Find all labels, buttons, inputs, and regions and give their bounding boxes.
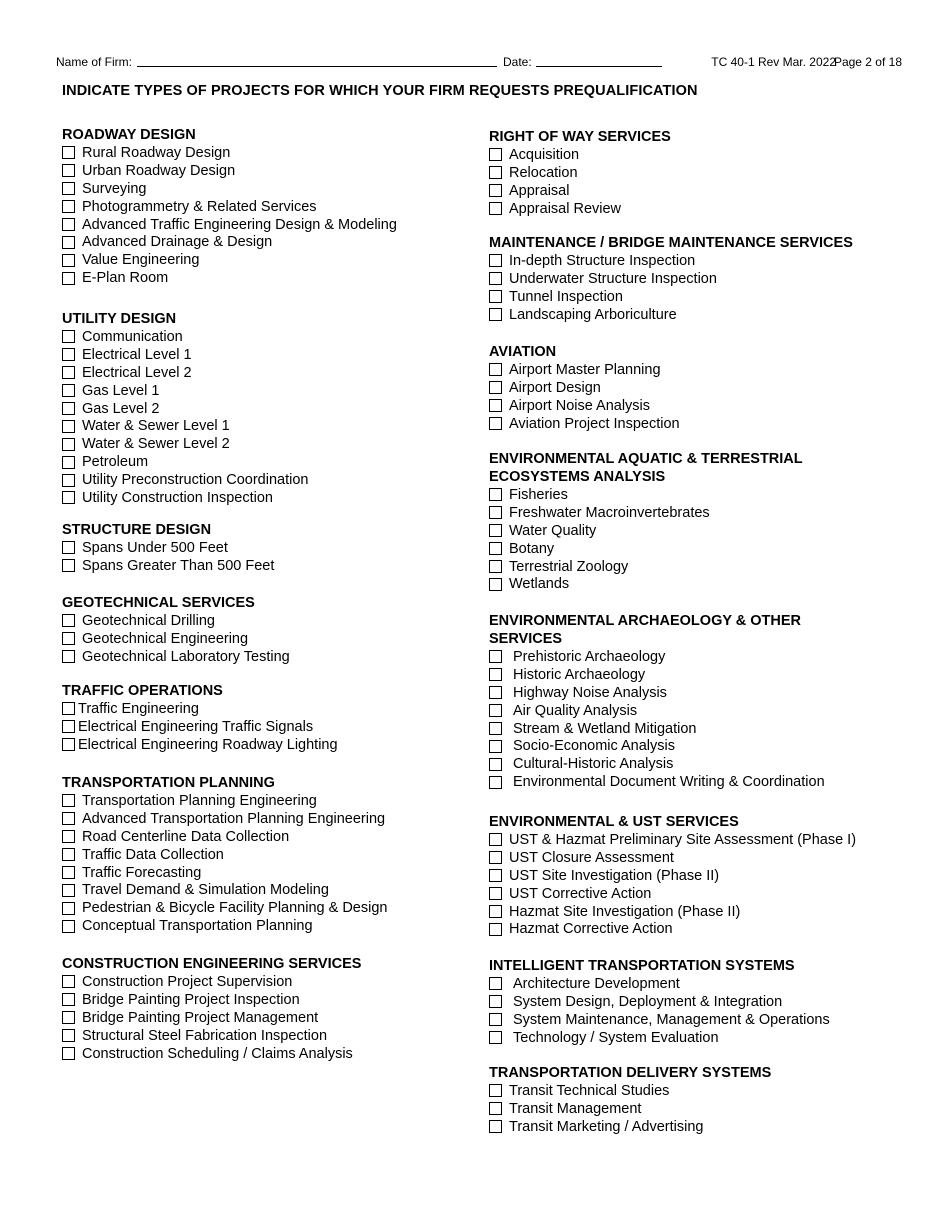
checkbox-label: Historic Archaeology	[513, 666, 646, 683]
checkbox[interactable]	[489, 184, 502, 197]
checkbox[interactable]	[489, 869, 502, 882]
checkbox-label: Socio-Economic Analysis	[513, 738, 675, 755]
checkbox-item-geotechnical-engineering[interactable]	[62, 630, 290, 648]
section-title: AVIATION	[489, 344, 557, 360]
checkbox[interactable]	[489, 977, 502, 990]
checkbox-item-appraisal-review[interactable]	[489, 200, 671, 218]
checkbox-label: Relocation	[509, 164, 578, 181]
checkbox-label: Appraisal	[509, 182, 570, 199]
checkbox[interactable]	[62, 348, 75, 361]
checkbox-item-botany[interactable]	[489, 540, 803, 558]
checkbox[interactable]	[489, 650, 502, 663]
checkbox-item-electrical-engineering-traffic-signals[interactable]	[62, 718, 338, 736]
checkbox[interactable]	[62, 866, 75, 879]
section-env-archaeology	[489, 612, 825, 791]
checkbox[interactable]	[489, 740, 502, 753]
checkbox-item-utility-construction-inspection[interactable]	[62, 489, 308, 507]
form-id: TC 40-1 Rev Mar. 2022	[711, 55, 836, 69]
section-title: STRUCTURE DESIGN	[62, 522, 212, 538]
checkbox-label: Prehistoric Archaeology	[513, 648, 666, 665]
checkbox-label: Botany	[509, 540, 555, 557]
section-title: MAINTENANCE / BRIDGE MAINTENANCE SERVICES	[489, 235, 853, 251]
checkbox[interactable]	[62, 559, 75, 572]
checkbox-item-e-plan-room[interactable]	[62, 269, 397, 287]
checkbox-label: Traffic Engineering	[78, 700, 199, 717]
checkbox-item-communication[interactable]	[62, 328, 308, 346]
checkbox[interactable]	[62, 402, 75, 415]
checkbox-label: Stream & Wetland Mitigation	[513, 720, 697, 737]
checkbox-label: System Design, Deployment & Integration	[513, 993, 783, 1010]
checkbox-label: Communication	[82, 328, 183, 345]
checkbox-item-hazmat-corrective-action[interactable]	[489, 920, 856, 938]
checkbox-item-traffic-data-collection[interactable]	[62, 846, 387, 864]
checkbox-item-rural-roadway-design[interactable]	[62, 144, 397, 162]
section-traffic-operations	[62, 682, 338, 754]
checkbox[interactable]	[489, 254, 502, 267]
checkbox-label: Construction Scheduling / Claims Analysis	[82, 1045, 353, 1062]
checkbox[interactable]	[489, 148, 502, 161]
checkbox[interactable]	[62, 366, 75, 379]
checkbox-label: Spans Under 500 Feet	[82, 539, 228, 556]
checkbox-label: Water & Sewer Level 1	[82, 418, 230, 435]
section-env-ust	[489, 813, 856, 938]
checkbox-item-transit-marketing-advertising[interactable]	[489, 1118, 771, 1136]
checkbox-label: Water Quality	[509, 522, 597, 539]
checkbox-item-petroleum[interactable]	[62, 453, 308, 471]
checkbox-item-transit-technical-studies[interactable]	[489, 1082, 771, 1100]
checkbox-label: Gas Level 1	[82, 382, 160, 399]
checkbox-label: Road Centerline Data Collection	[82, 828, 290, 845]
checkbox[interactable]	[489, 758, 502, 771]
checkbox-item-geotechnical-laboratory-testing[interactable]	[62, 648, 290, 666]
checkbox-item-landscaping-arboriculture[interactable]	[489, 306, 853, 324]
checkbox-label: System Maintenance, Management & Operations	[513, 1011, 830, 1028]
checkbox[interactable]	[489, 686, 502, 699]
checkbox-label: Fisheries	[509, 486, 568, 503]
checkbox[interactable]	[62, 794, 75, 807]
checkbox-label: UST Site Investigation (Phase II)	[509, 867, 720, 884]
checkbox-label: E-Plan Room	[82, 270, 169, 287]
checkbox-item-construction-scheduling-claims-analysis[interactable]	[62, 1045, 361, 1063]
section-construction-engineering	[62, 955, 361, 1062]
checkbox[interactable]	[489, 524, 502, 537]
checkbox[interactable]	[62, 456, 75, 469]
checkbox-item-advanced-transportation-planning-engineering[interactable]	[62, 810, 387, 828]
checkbox-label: Airport Master Planning	[509, 361, 661, 378]
section-title-continued: ECOSYSTEMS ANALYSIS	[489, 469, 666, 485]
checkbox[interactable]	[62, 164, 75, 177]
checkbox[interactable]	[489, 887, 502, 900]
section-title: TRANSPORTATION PLANNING	[62, 775, 275, 791]
checkbox-label: UST Corrective Action	[509, 885, 652, 902]
checkbox-label: Spans Greater Than 500 Feet	[82, 557, 275, 574]
checkbox[interactable]	[489, 1013, 502, 1026]
checkbox-item-surveying[interactable]	[62, 180, 397, 198]
checkbox-item-urban-roadway-design[interactable]	[62, 162, 397, 180]
checkbox-item-stream-and-wetland-mitigation[interactable]	[489, 720, 825, 738]
checkbox-item-socio-economic-analysis[interactable]	[489, 737, 825, 755]
checkbox-item-geotechnical-drilling[interactable]	[62, 612, 290, 630]
checkbox[interactable]	[62, 541, 75, 554]
checkbox-label: Landscaping Arboriculture	[509, 306, 677, 323]
checkbox-item-historic-archaeology[interactable]	[489, 666, 825, 684]
checkbox-label: Airport Noise Analysis	[509, 397, 651, 414]
section-title: UTILITY DESIGN	[62, 311, 177, 327]
checkbox[interactable]	[62, 236, 75, 249]
checkbox-item-underwater-structure-inspection[interactable]	[489, 270, 853, 288]
checkbox[interactable]	[489, 1031, 502, 1044]
checkbox[interactable]	[62, 254, 75, 267]
checkbox[interactable]	[62, 632, 75, 645]
checkbox-label: Photogrammetry & Related Services	[82, 198, 317, 215]
checkbox-item-structural-steel-fabrication-inspection[interactable]	[62, 1027, 361, 1045]
checkbox[interactable]	[489, 308, 502, 321]
checkbox-item-system-design-deployment-and-integration[interactable]	[489, 993, 830, 1011]
checkbox[interactable]	[489, 704, 502, 717]
section-title: INTELLIGENT TRANSPORTATION SYSTEMS	[489, 958, 795, 974]
date-field[interactable]	[536, 66, 662, 67]
checkbox-label: Environmental Document Writing & Coordination	[513, 774, 825, 791]
form-header	[56, 55, 902, 71]
section-env-aquatic	[489, 450, 803, 593]
checkbox-item-prehistoric-archaeology[interactable]	[489, 648, 825, 666]
checkbox-label: Advanced Transportation Planning Engineering	[82, 810, 386, 827]
checkbox[interactable]	[62, 1011, 75, 1024]
checkbox-label: Air Quality Analysis	[513, 702, 638, 719]
checkbox[interactable]	[62, 1047, 75, 1060]
checkbox-label: Airport Design	[509, 379, 601, 396]
checkbox-item-water-quality[interactable]	[489, 522, 803, 540]
checkbox-label: Conceptual Transportation Planning	[82, 918, 313, 935]
checkbox-item-hazmat-site-investigation-phase-ii[interactable]	[489, 903, 856, 921]
checkbox-item-bridge-painting-project-inspection[interactable]	[62, 991, 361, 1009]
checkbox-label: Highway Noise Analysis	[513, 684, 667, 701]
checkbox[interactable]	[62, 902, 75, 915]
section-aviation	[489, 343, 680, 433]
checkbox-item-system-maintenance-management-and-operations[interactable]	[489, 1011, 830, 1029]
checkbox[interactable]	[489, 1120, 502, 1133]
checkbox[interactable]	[62, 920, 75, 933]
checkbox-label: Traffic Data Collection	[82, 846, 224, 863]
checkbox[interactable]	[489, 923, 502, 936]
checkbox-label: Surveying	[82, 180, 147, 197]
checkbox-item-water-and-sewer-level-1[interactable]	[62, 417, 308, 435]
checkbox[interactable]	[62, 812, 75, 825]
checkbox-label: Value Engineering	[82, 252, 200, 269]
checkbox-item-architecture-development[interactable]	[489, 975, 830, 993]
checkbox[interactable]	[489, 722, 502, 735]
checkbox[interactable]	[62, 420, 75, 433]
checkbox-label: Transit Marketing / Advertising	[509, 1118, 704, 1135]
checkbox-label: Wetlands	[509, 576, 570, 593]
checkbox-label: Bridge Painting Project Inspection	[82, 991, 300, 1008]
checkbox-label: Traffic Forecasting	[82, 864, 202, 881]
checkbox-item-value-engineering[interactable]	[62, 251, 397, 269]
section-title: GEOTECHNICAL SERVICES	[62, 595, 255, 611]
checkbox[interactable]	[62, 738, 75, 751]
checkbox-item-fisheries[interactable]	[489, 486, 803, 504]
section-title: ENVIRONMENTAL ARCHAEOLOGY & OTHER	[489, 613, 802, 629]
checkbox-item-traffic-engineering[interactable]	[62, 700, 338, 718]
checkbox-item-environmental-document-writing-and-coordination[interactable]	[489, 773, 825, 791]
checkbox-label: Utility Construction Inspection	[82, 489, 273, 506]
checkbox[interactable]	[489, 905, 502, 918]
section-roadway-design	[62, 126, 397, 287]
checkbox-label: Advanced Drainage & Design	[82, 234, 273, 251]
checkbox-label: Pedestrian & Bicycle Facility Planning & Design	[82, 900, 388, 917]
checkbox-label: Electrical Level 2	[82, 364, 192, 381]
section-title: TRAFFIC OPERATIONS	[62, 683, 223, 699]
checkbox-label: Utility Preconstruction Coordination	[82, 472, 309, 489]
checkbox-item-travel-demand-and-simulation-modeling[interactable]	[62, 881, 387, 899]
checkbox-item-airport-design[interactable]	[489, 379, 680, 397]
checkbox-label: Electrical Engineering Roadway Lighting	[78, 736, 338, 753]
checkbox-item-pedestrian-and-bicycle-facility-planning-and-design[interactable]	[62, 899, 387, 917]
checkbox-item-ust-corrective-action[interactable]	[489, 885, 856, 903]
checkbox-label: Gas Level 2	[82, 400, 160, 417]
section-title: CONSTRUCTION ENGINEERING SERVICES	[62, 956, 362, 972]
checkbox-label: UST Closure Assessment	[509, 849, 674, 866]
checkbox-item-road-centerline-data-collection[interactable]	[62, 828, 387, 846]
checkbox-label: Terrestrial Zoology	[509, 558, 629, 575]
checkbox[interactable]	[62, 830, 75, 843]
page-number: Page 2 of 18	[833, 55, 902, 69]
checkbox-item-photogrammetry-and-related-services[interactable]	[62, 198, 397, 216]
checkbox-label: Technology / System Evaluation	[513, 1029, 719, 1046]
firm-name-field[interactable]	[137, 66, 497, 67]
checkbox-label: Appraisal Review	[509, 200, 622, 217]
checkbox-item-water-and-sewer-level-2[interactable]	[62, 435, 308, 453]
checkbox[interactable]	[62, 330, 75, 343]
checkbox-label: Geotechnical Laboratory Testing	[82, 648, 290, 665]
section-utility-design	[62, 310, 308, 507]
checkbox[interactable]	[489, 202, 502, 215]
checkbox[interactable]	[62, 384, 75, 397]
checkbox-label: In-depth Structure Inspection	[509, 252, 696, 269]
checkbox-label: Petroleum	[82, 454, 149, 471]
checkbox-label: Transit Technical Studies	[509, 1082, 670, 1099]
section-structure-design	[62, 521, 274, 575]
checkbox-label: Electrical Engineering Traffic Signals	[78, 718, 314, 735]
checkbox[interactable]	[62, 650, 75, 663]
checkbox[interactable]	[489, 399, 502, 412]
checkbox[interactable]	[489, 488, 502, 501]
checkbox[interactable]	[489, 560, 502, 573]
checkbox-label: Geotechnical Drilling	[82, 612, 215, 629]
checkbox-item-freshwater-macroinvertebrates[interactable]	[489, 504, 803, 522]
section-its	[489, 957, 830, 1047]
checkbox[interactable]	[62, 884, 75, 897]
checkbox[interactable]	[489, 776, 502, 789]
checkbox-label: Aviation Project Inspection	[509, 415, 680, 432]
checkbox[interactable]	[489, 272, 502, 285]
section-geotechnical-services	[62, 594, 290, 666]
checkbox[interactable]	[489, 417, 502, 430]
checkbox[interactable]	[62, 975, 75, 988]
firm-name-label: Name of Firm:	[56, 55, 133, 69]
checkbox-label: Tunnel Inspection	[509, 288, 623, 305]
checkbox-item-wetlands[interactable]	[489, 575, 803, 593]
checkbox[interactable]	[489, 1084, 502, 1097]
checkbox-label: Architecture Development	[513, 975, 680, 992]
checkbox-item-tunnel-inspection[interactable]	[489, 288, 853, 306]
checkbox-item-electrical-level-2[interactable]	[62, 364, 308, 382]
checkbox-label: Cultural-Historic Analysis	[513, 756, 674, 773]
checkbox-label: Freshwater Macroinvertebrates	[509, 504, 710, 521]
checkbox-item-construction-project-supervision[interactable]	[62, 973, 361, 991]
checkbox-item-cultural-historic-analysis[interactable]	[489, 755, 825, 773]
checkbox[interactable]	[489, 851, 502, 864]
checkbox[interactable]	[62, 474, 75, 487]
section-title: RIGHT OF WAY SERVICES	[489, 129, 671, 145]
checkbox-item-electrical-level-1[interactable]	[62, 346, 308, 364]
checkbox-item-ust-site-investigation-phase-ii[interactable]	[489, 867, 856, 885]
checkbox[interactable]	[62, 720, 75, 733]
checkbox-item-acquisition[interactable]	[489, 146, 671, 164]
checkbox[interactable]	[62, 272, 75, 285]
checkbox[interactable]	[489, 1102, 502, 1115]
section-title-continued: SERVICES	[489, 631, 563, 647]
checkbox-label: UST & Hazmat Preliminary Site Assessment (Phase I)	[509, 831, 857, 848]
checkbox-label: Hazmat Site Investigation (Phase II)	[509, 903, 741, 920]
checkbox-item-bridge-painting-project-management[interactable]	[62, 1009, 361, 1027]
checkbox[interactable]	[489, 290, 502, 303]
checkbox[interactable]	[62, 1029, 75, 1042]
checkbox-item-advanced-drainage-and-design[interactable]	[62, 233, 397, 251]
checkbox[interactable]	[62, 438, 75, 451]
section-title: ENVIRONMENTAL AQUATIC & TERRESTRIAL	[489, 451, 803, 467]
checkbox-label: Urban Roadway Design	[82, 162, 236, 179]
checkbox[interactable]	[489, 381, 502, 394]
section-maintenance	[489, 234, 853, 324]
checkbox[interactable]	[62, 702, 75, 715]
checkbox-label: Acquisition	[509, 146, 580, 163]
checkbox[interactable]	[489, 995, 502, 1008]
checkbox-item-electrical-engineering-roadway-lighting[interactable]	[62, 736, 338, 754]
section-transportation-planning	[62, 774, 387, 935]
checkbox-item-spans-under-500-feet[interactable]	[62, 539, 274, 557]
checkbox-label: Rural Roadway Design	[82, 144, 231, 161]
checkbox-item-transit-management[interactable]	[489, 1100, 771, 1118]
checkbox-label: Construction Project Supervision	[82, 973, 293, 990]
checkbox-label: Water & Sewer Level 2	[82, 436, 230, 453]
checkbox-item-traffic-forecasting[interactable]	[62, 864, 387, 882]
checkbox[interactable]	[62, 614, 75, 627]
checkbox-item-ust-closure-assessment[interactable]	[489, 849, 856, 867]
checkbox-label: Transit Management	[509, 1100, 642, 1117]
checkbox[interactable]	[62, 146, 75, 159]
checkbox-label: Underwater Structure Inspection	[509, 270, 717, 287]
section-title: ENVIRONMENTAL & UST SERVICES	[489, 814, 739, 830]
section-title: TRANSPORTATION DELIVERY SYSTEMS	[489, 1065, 772, 1081]
checkbox-item-air-quality-analysis[interactable]	[489, 702, 825, 720]
checkbox[interactable]	[62, 993, 75, 1006]
section-transportation-delivery	[489, 1064, 771, 1136]
checkbox-item-transportation-planning-engineering[interactable]	[62, 792, 387, 810]
checkbox-label: Geotechnical Engineering	[82, 630, 249, 647]
checkbox-item-appraisal[interactable]	[489, 182, 671, 200]
checkbox-item-terrestrial-zoology[interactable]	[489, 558, 803, 576]
checkbox[interactable]	[489, 363, 502, 376]
checkbox[interactable]	[62, 491, 75, 504]
checkbox[interactable]	[489, 668, 502, 681]
checkbox[interactable]	[62, 848, 75, 861]
checkbox[interactable]	[489, 506, 502, 519]
checkbox-label: Transportation Planning Engineering	[82, 792, 317, 809]
checkbox-item-aviation-project-inspection[interactable]	[489, 415, 680, 433]
checkbox-item-spans-greater-than-500-feet[interactable]	[62, 557, 274, 575]
checkbox[interactable]	[489, 166, 502, 179]
checkbox-label: Advanced Traffic Engineering Design & Modeling	[82, 216, 397, 233]
section-right-of-way	[489, 128, 671, 218]
checkbox-item-gas-level-1[interactable]	[62, 382, 308, 400]
checkbox-label: Travel Demand & Simulation Modeling	[82, 882, 329, 899]
checkbox[interactable]	[62, 218, 75, 231]
checkbox-item-technology-system-evaluation[interactable]	[489, 1029, 830, 1047]
date-label: Date:	[503, 55, 532, 69]
checkbox-item-airport-master-planning[interactable]	[489, 361, 680, 379]
checkbox-item-in-depth-structure-inspection[interactable]	[489, 252, 853, 270]
checkbox-label: Structural Steel Fabrication Inspection	[82, 1027, 328, 1044]
checkbox-item-gas-level-2[interactable]	[62, 400, 308, 418]
checkbox-item-airport-noise-analysis[interactable]	[489, 397, 680, 415]
checkbox-item-highway-noise-analysis[interactable]	[489, 684, 825, 702]
checkbox-item-conceptual-transportation-planning[interactable]	[62, 917, 387, 935]
checkbox-item-advanced-traffic-engineering-design-and-modeling[interactable]	[62, 216, 397, 234]
checkbox[interactable]	[489, 542, 502, 555]
checkbox-label: Bridge Painting Project Management	[82, 1009, 319, 1026]
checkbox[interactable]	[62, 182, 75, 195]
checkbox-label: Electrical Level 1	[82, 346, 192, 363]
checkbox-item-utility-preconstruction-coordination[interactable]	[62, 471, 308, 489]
checkbox-label: Hazmat Corrective Action	[509, 921, 673, 938]
checkbox[interactable]	[62, 200, 75, 213]
page-title: INDICATE TYPES OF PROJECTS FOR WHICH YOUR FIRM REQUESTS PREQUALIFICATION	[62, 83, 698, 99]
checkbox-item-relocation[interactable]	[489, 164, 671, 182]
checkbox[interactable]	[489, 578, 502, 591]
checkbox[interactable]	[489, 833, 502, 846]
checkbox-item-ust-and-hazmat-preliminary-site-assessment-phase-i[interactable]	[489, 831, 856, 849]
section-title: ROADWAY DESIGN	[62, 127, 196, 143]
